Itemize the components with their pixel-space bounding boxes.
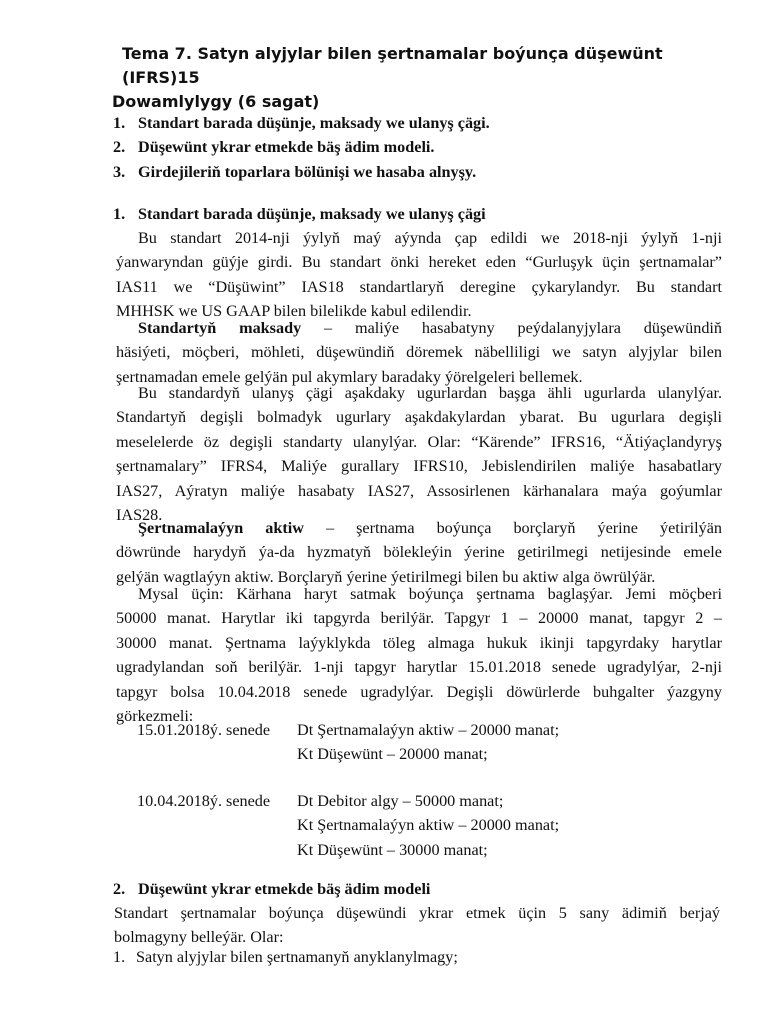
section-1-heading (113, 202, 486, 226)
journal-row (137, 813, 559, 837)
key-term: Şertnamalaýyn aktiw (138, 519, 304, 537)
entry-line: Dt Debitor algy – 50000 manat; (297, 792, 504, 810)
journal-row (137, 718, 559, 742)
section-title: Düşewünt ykrar etmekde bäş ädim modeli (138, 880, 431, 898)
text-line (116, 516, 722, 540)
section-2-paragraph-1 (114, 901, 720, 950)
section-1-paragraph-4 (116, 516, 722, 589)
text-line: ugradylandan soň berilýär. 1-nji tapgyr harytlar 15.01.2018 senede ugradylýar, 2-nji (116, 658, 722, 677)
text-fragment: – maliýe hasabatyny peýdalanyjylara düşewündiň (324, 319, 722, 337)
text-line: Standart şertnamalar boýunça düşewündi ykrar etmek üçin 5 sany ädimiň berjaý (114, 904, 720, 922)
text-line: tapgyr bolsa 10.04.2018 senede ugradylýar. Degişli döwürlerde buhgalter ýazgyny (116, 682, 722, 701)
topic-number: 3. (113, 162, 126, 181)
key-term: Standartyň maksady (138, 319, 302, 337)
title-line-2: Dowamlylygy (6 sagat) (112, 92, 320, 111)
text-line: IAS28. (116, 506, 163, 525)
text-line: häsiýeti, möçberi, möhleti, düşewündiň döremek näbelliligi we satyn alyjylar bilen (116, 343, 722, 362)
entry-date: 10.04.2018ý. senede (137, 792, 271, 810)
journal-row (137, 789, 559, 813)
text-line: şertnamalary” IFRS4, Maliýe gurallary IFRS10, Jebislendirilen maliýe hasabatlary (116, 457, 722, 476)
text-line (116, 316, 722, 340)
text-line: ýanwaryndan güýje girdi. Bu standart önki hereket eden “Gurluşyk üçin şertnamalar” (116, 253, 722, 272)
entry-line: Kt Düşewünt – 30000 manat; (297, 840, 488, 859)
text-line: gelýän wagtlaýyn aktiw. Borçlaryň ýerine ýetirilmegi bilen bu aktiw alga öwrülýär. (116, 567, 656, 586)
text-line: 30000 manat. Şertnama laýyklykda töleg almaga hukuk ikinji tapgyrdaky harytlar (116, 633, 722, 652)
text-line: IAS11 we “Düşüwint” IAS18 standartlaryň deregine çykarylandyr. Bu standart (116, 277, 722, 296)
text-line: Standartyň degişli bolmadyk ugurlary aşakdakylardan ybarat. Bu ugurlara degişli (116, 408, 722, 427)
topic-item (113, 160, 490, 184)
text-line: bolmagyny belleýär. Olar: (114, 928, 284, 947)
entry-line: Kt Şertnamalaýyn aktiw – 20000 manat; (297, 816, 560, 835)
entry-line: Kt Düşewünt – 20000 manat; (297, 745, 488, 764)
text-line: şertnamadan emele gelýän pul akymlary baradaky ýörelgeleri bellemek. (116, 367, 583, 386)
section-number: 2. (113, 880, 126, 898)
list-number: 1. (113, 948, 126, 966)
section-number: 1. (113, 205, 126, 223)
topic-number: 2. (113, 138, 126, 157)
page-title (112, 42, 732, 114)
list-text: Satyn alyjylar bilen şertnamanyň anyklanylmagy; (136, 948, 458, 966)
entry-date: 15.01.2018ý. senede (137, 721, 271, 739)
journal-entry-1 (137, 718, 559, 767)
text-line: meselelerde öz degişli standarty ulanylýar. Olar: “Kärende” IFRS16, “Ätiýaçlandyryş (116, 432, 722, 451)
journal-row (137, 742, 559, 766)
journal-entry-2 (137, 789, 559, 862)
text-line: görkezmeli: (116, 707, 194, 726)
topic-text: Standart barada düşünje, maksady we ulanyş çägi. (138, 114, 490, 132)
text-line: döwründe harydyň ýa-da hyzmatyň bölekleýin ýerine getirilmegi netijesinde emele (116, 543, 722, 562)
journal-row (137, 838, 559, 862)
text-fragment: – şertnama boýunça borçlaryň ýerine ýetirilýän (325, 519, 723, 537)
text-line: 50000 manat. Harytlar iki tapgyrda berilýär. Tapgyr 1 – 20000 manat, tapgyr 2 – (116, 609, 722, 628)
section-2-heading (113, 877, 430, 901)
section-title: Standart barada düşünje, maksady we ulanyş çägi (138, 205, 486, 223)
text-line: MHHSK we US GAAP bilen bilelikde kabul edilendir. (116, 302, 472, 321)
title-line-1: Tema 7. Satyn alyjylar bilen şertnamalar boýunça düşewünt (IFRS)15 (122, 44, 663, 87)
section-1-paragraph-2 (116, 316, 722, 389)
topic-text: Girdejileriň toparlara bölünişi we hasaba alnyşy. (138, 162, 477, 181)
text-line: Bu standardyň ulanyş çägi aşakdaky ugurlardan başga ähli ugurlarda ulanylýar. (138, 384, 722, 402)
topic-number: 1. (113, 114, 126, 132)
entry-line: Dt Şertnamalaýyn aktiw – 20000 manat; (297, 721, 560, 739)
text-line: Mysal üçin: Kärhana haryt satmak boýunça şertnama baglaşýar. Jemi möçberi (138, 585, 722, 603)
section-1-paragraph-1 (116, 226, 722, 324)
topic-item (113, 111, 490, 135)
text-line: IAS27, Aýratyn maliýe hasabaty IAS27, Assosirlenen kärhanalara maýa goýumlar (116, 481, 722, 500)
topics-list (113, 111, 490, 184)
topic-text: Düşewünt ykrar etmekde bäş ädim modeli. (138, 138, 435, 157)
list-item (113, 945, 458, 969)
section-1-paragraph-5 (116, 582, 722, 728)
topic-item (113, 135, 490, 159)
section-1-paragraph-3 (116, 381, 722, 527)
text-line: Bu standart 2014-nji ýylyň maý aýynda çap edildi we 2018-nji ýylyň 1-nji (138, 229, 722, 247)
